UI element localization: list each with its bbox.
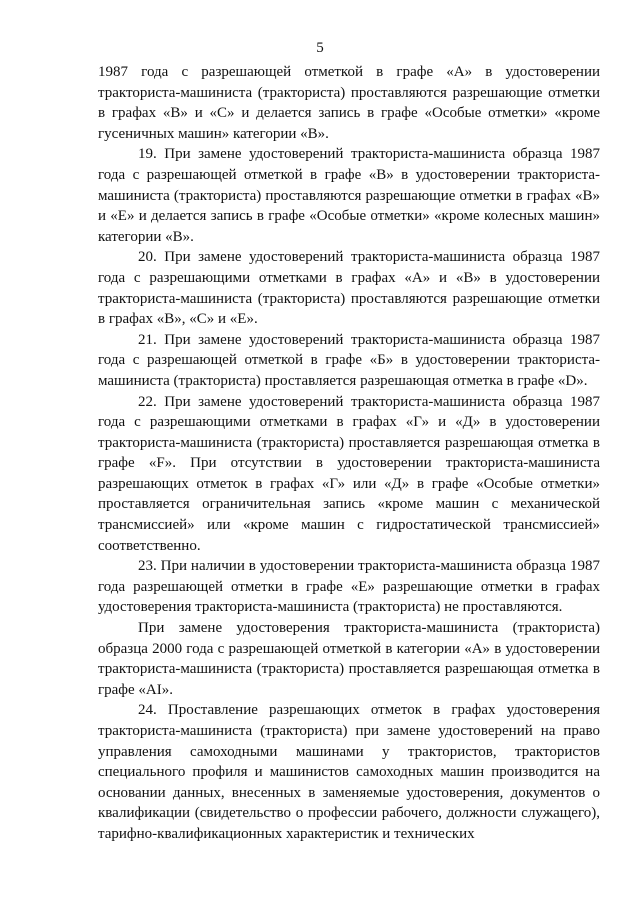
paragraph-19: 19. При замене удостоверений тракториста-машиниста образца 1987 года с разрешающей отметкой в графе «В» в удостоверении тракториста-машиниста (тракториста) проставляются разрешающие отметки в графах «В» и «Е» и делается запись в графе «Особые отметки» «кроме колесных машин» категории «В».	[98, 146, 600, 245]
paragraph-23-addendum: При замене удостоверения тракториста-машиниста (тракториста) образца 2000 года с разрешающей отметкой в категории «А» в удостоверении тракториста-машиниста (тракториста) проставляется разрешающая отметка в графе «AI».	[98, 620, 600, 698]
paragraph-20: 20. При замене удостоверений тракториста-машиниста образца 1987 года с разрешающими отметками в графах «А» и «В» в удостоверении тракториста-машиниста (тракториста) проставляются разрешающие отметки в графах «В», «С» и «Е».	[98, 249, 600, 328]
paragraph-18-continuation: 1987 года с разрешающей отметкой в графе «А» в удостоверении тракториста-машиниста (тракториста) проставляются разрешающие отметки в графах «В» и «С» и делается запись в графе «Особые отметки» «кроме гусеничных машин» категории «В».	[98, 64, 600, 142]
paragraph-21: 21. При замене удостоверений тракториста-машиниста образца 1987 года с разрешающей отметкой в графе «Б» в удостоверении тракториста-машиниста (тракториста) проставляется разрешающая отметка в графе «D».	[98, 331, 600, 389]
paragraph-24: 24. Проставление разрешающих отметок в графах удостоверения тракториста-машиниста (тракториста) при замене удостоверений на право управления самоходными машинами у трактористов, трактористов специального профиля и машинистов самоходных машин производится на основании данных, внесенных в заменяемые удостоверения, документов о квалификации (свидетельство о профессии рабочего, должности служащего), тарифно-квалификационных характеристик и технических	[98, 702, 600, 842]
paragraph-23: 23. При наличии в удостоверении тракториста-машиниста образца 1987 года разрешающей отметки в графе «Е» разрешающие отметки в графах удостоверения тракториста-машиниста (тракториста) не проставляются.	[98, 558, 600, 616]
paragraph-22: 22. При замене удостоверений тракториста-машиниста образца 1987 года с разрешающими отметками в графах «Г» и «Д» в удостоверении тракториста-машиниста (тракториста) проставляется разрешающая отметка в графе «F». При отсутствии в удостоверении тракториста-машиниста разрешающих отметок в графах «Г» или «Д» в графе «Особые отметки» проставляется ограничительная запись «кроме машин с механической трансмиссией» или «кроме машин с гидростатической трансмиссией» соответственно.	[98, 393, 600, 554]
page-number: 5	[316, 40, 324, 56]
document-body	[98, 62, 600, 845]
